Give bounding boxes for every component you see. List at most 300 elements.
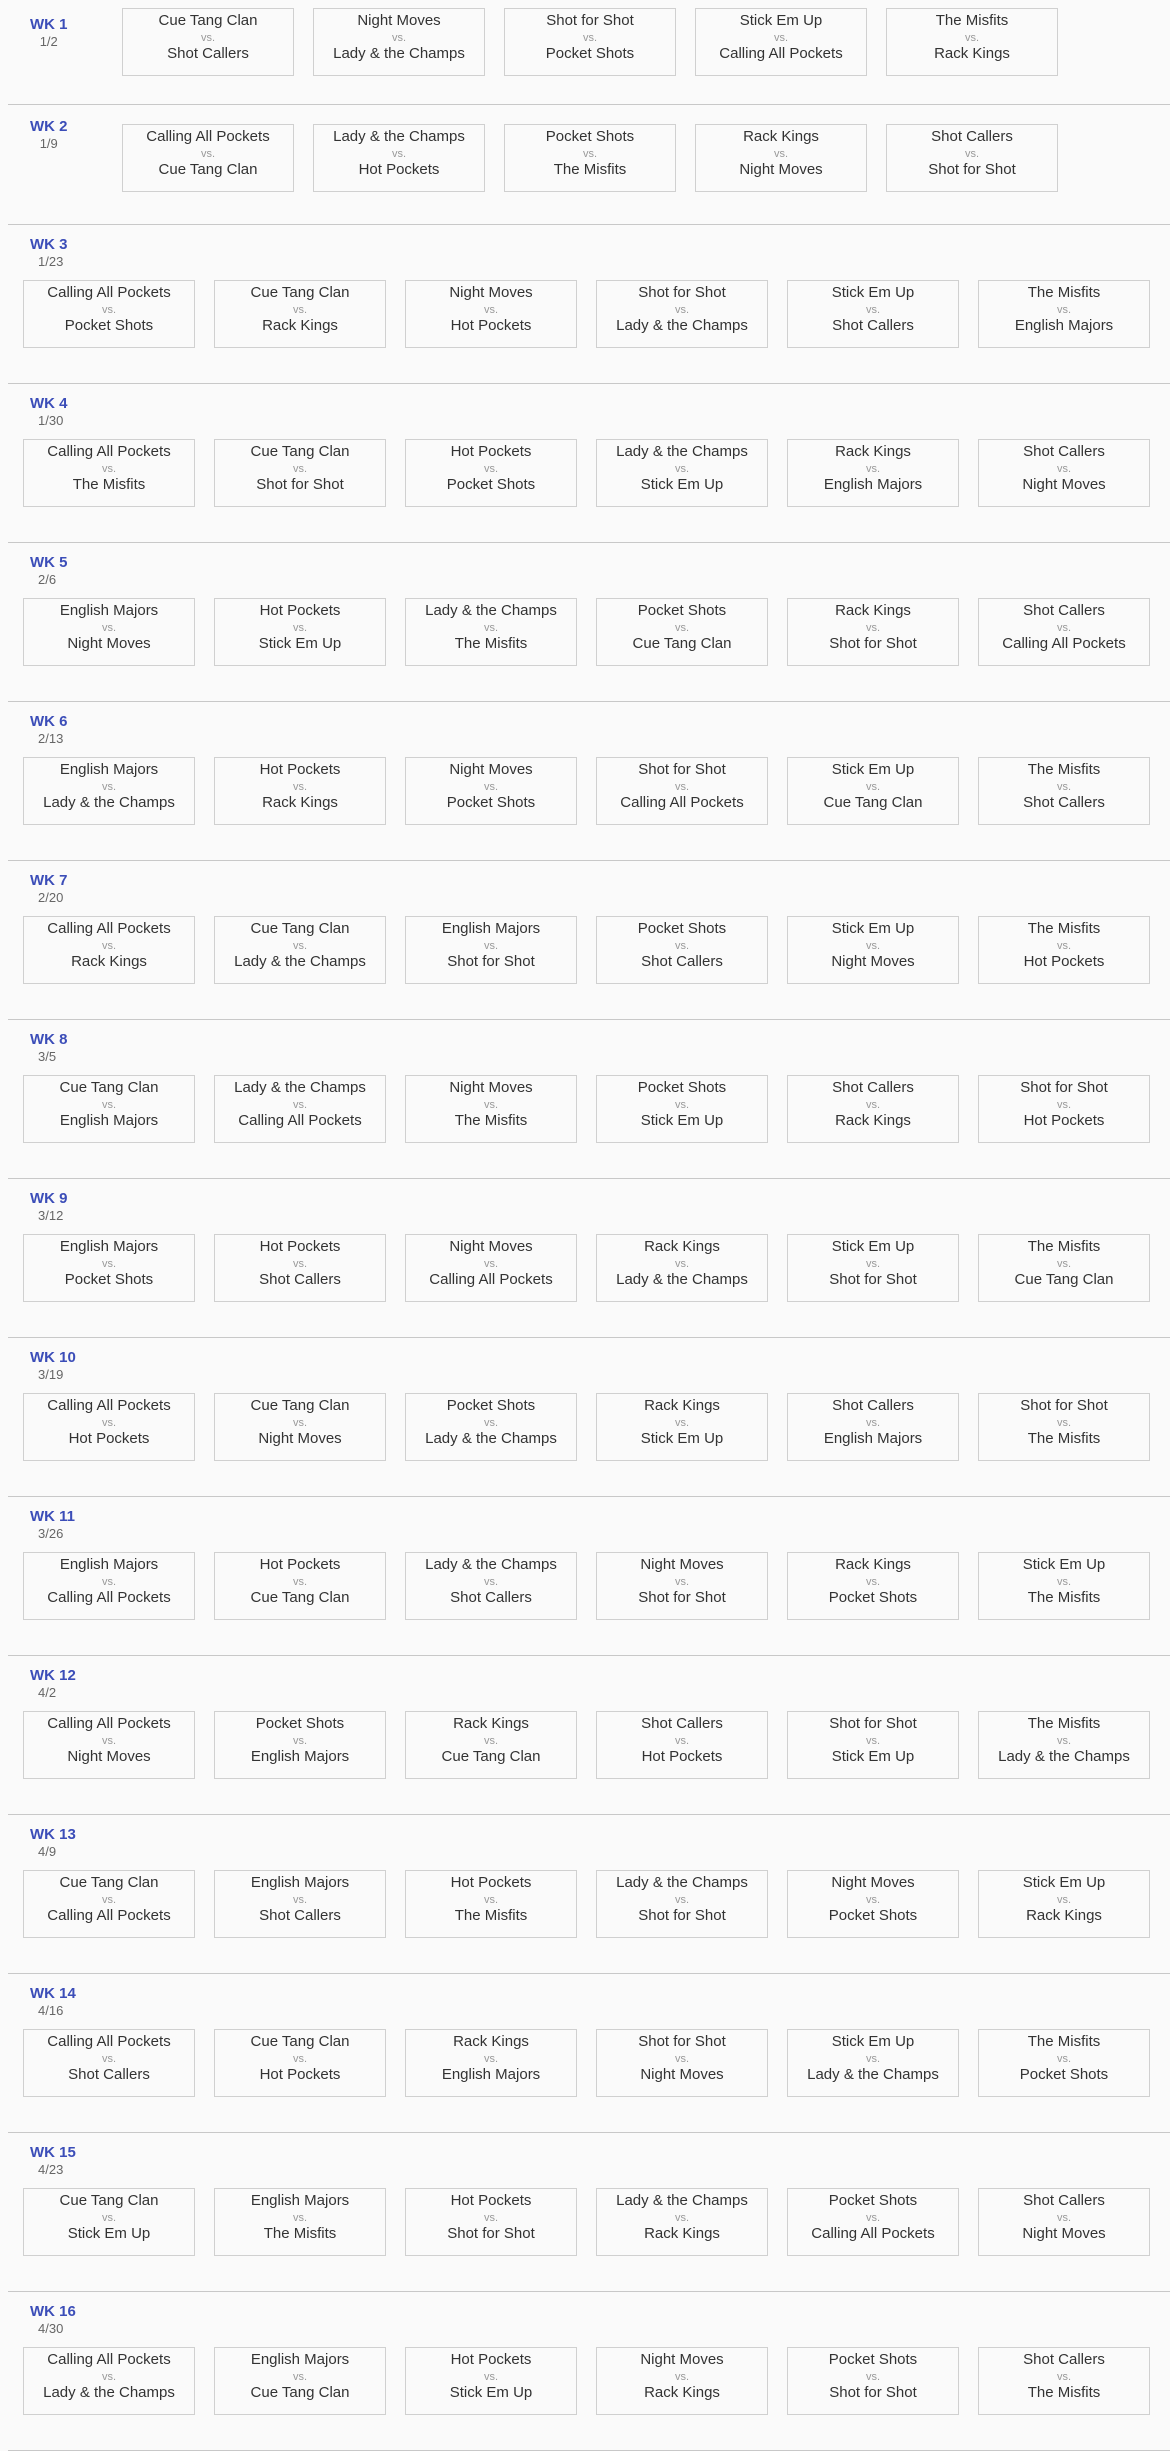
away-team: Shot Callers (832, 317, 914, 334)
home-team: English Majors (59, 1238, 159, 1255)
matchup-card[interactable] (313, 124, 485, 192)
home-team: Shot Callers (832, 1079, 914, 1096)
matchup-card[interactable] (978, 1075, 1150, 1143)
vs-label: vs. (1056, 304, 1072, 316)
matchup-card[interactable] (23, 2029, 195, 2097)
matchup-card[interactable] (405, 439, 577, 507)
home-team: English Majors (441, 920, 541, 937)
vs-label: vs. (674, 2371, 690, 2383)
matchup-card[interactable] (405, 280, 577, 348)
week-header (30, 1349, 76, 1383)
away-team: Shot for Shot (447, 953, 535, 970)
matchup-card[interactable] (405, 916, 577, 984)
away-team: Shot Callers (259, 1271, 341, 1288)
away-team: Cue Tang Clan (1014, 1271, 1114, 1288)
away-team: Lady & the Champs (616, 317, 748, 334)
matchup-card[interactable] (23, 1234, 195, 1302)
away-team: Calling All Pockets (47, 1589, 171, 1606)
away-team: Calling All Pockets (238, 1112, 362, 1129)
matchup-card[interactable] (596, 598, 768, 666)
week-header (30, 2144, 76, 2178)
vs-label: vs. (674, 1735, 690, 1747)
week-date: 3/26 (38, 1526, 64, 1541)
home-team: English Majors (250, 2192, 350, 2209)
away-team: Calling All Pockets (620, 794, 744, 811)
matchup-card[interactable] (405, 1552, 577, 1620)
home-team: Hot Pockets (450, 2351, 532, 2368)
week-date: 4/16 (38, 2003, 64, 2018)
vs-label: vs. (292, 1099, 308, 1111)
home-team: Lady & the Champs (425, 1556, 557, 1573)
matchup-card[interactable] (214, 2029, 386, 2097)
home-team: English Majors (59, 602, 159, 619)
vs-label: vs. (292, 1576, 308, 1588)
away-team: Rack Kings (1026, 1907, 1102, 1924)
vs-label: vs. (483, 1576, 499, 1588)
away-team: Lady & the Champs (998, 1748, 1130, 1765)
home-team: The Misfits (1027, 1715, 1101, 1732)
vs-label: vs. (674, 1099, 690, 1111)
matchup-card[interactable] (23, 1393, 195, 1461)
home-team: Lady & the Champs (234, 1079, 366, 1096)
matchup-card[interactable] (978, 916, 1150, 984)
vs-label: vs. (391, 148, 407, 160)
away-team: English Majors (1014, 317, 1114, 334)
matchup-card[interactable] (23, 598, 195, 666)
home-team: The Misfits (1027, 761, 1101, 778)
week-label: WK 15 (30, 2144, 76, 2161)
vs-label: vs. (483, 940, 499, 952)
away-team: Shot Callers (167, 45, 249, 62)
away-team: Night Moves (258, 1430, 342, 1447)
vs-label: vs. (1056, 2371, 1072, 2383)
away-team: Calling All Pockets (1002, 635, 1126, 652)
vs-label: vs. (292, 1417, 308, 1429)
away-team: Calling All Pockets (47, 1907, 171, 1924)
vs-label: vs. (101, 1417, 117, 1429)
matchup-card[interactable] (978, 1234, 1150, 1302)
matchup-card[interactable] (405, 1870, 577, 1938)
vs-label: vs. (865, 940, 881, 952)
vs-label: vs. (865, 1894, 881, 1906)
matchup-card[interactable] (214, 439, 386, 507)
matchup-card[interactable] (978, 2347, 1150, 2415)
vs-label: vs. (773, 148, 789, 160)
home-team: English Majors (59, 1556, 159, 1573)
home-team: Cue Tang Clan (250, 920, 350, 937)
home-team: Stick Em Up (831, 761, 915, 778)
week-date: 3/19 (38, 1367, 64, 1382)
away-team: Rack Kings (262, 794, 338, 811)
away-team: Stick Em Up (831, 1748, 915, 1765)
home-team: Night Moves (449, 284, 533, 301)
vs-label: vs. (1056, 1894, 1072, 1906)
matchup-card[interactable] (695, 8, 867, 76)
matchup-card[interactable] (214, 1711, 386, 1779)
vs-label: vs. (1056, 463, 1072, 475)
matchup-card[interactable] (787, 1234, 959, 1302)
matchup-card[interactable] (122, 8, 294, 76)
home-team: Pocket Shots (255, 1715, 345, 1732)
vs-label: vs. (292, 304, 308, 316)
home-team: Cue Tang Clan (250, 1397, 350, 1414)
matchup-card[interactable] (23, 280, 195, 348)
matchup-card[interactable] (787, 1075, 959, 1143)
vs-label: vs. (200, 148, 216, 160)
matchup-card[interactable] (214, 2347, 386, 2415)
home-team: Rack Kings (835, 602, 911, 619)
vs-label: vs. (1056, 1099, 1072, 1111)
week-header (30, 1190, 68, 1224)
matchup-card[interactable] (23, 1075, 195, 1143)
home-team: The Misfits (1027, 920, 1101, 937)
vs-label: vs. (1056, 940, 1072, 952)
vs-label: vs. (674, 1894, 690, 1906)
vs-label: vs. (101, 2212, 117, 2224)
week-date: 4/9 (38, 1844, 57, 1859)
home-team: Cue Tang Clan (250, 284, 350, 301)
matchup-card[interactable] (886, 8, 1058, 76)
home-team: Stick Em Up (831, 1238, 915, 1255)
home-team: Shot Callers (832, 1397, 914, 1414)
away-team: Rack Kings (644, 2384, 720, 2401)
away-team: Hot Pockets (1023, 953, 1105, 970)
vs-label: vs. (292, 622, 308, 634)
matchup-card[interactable] (596, 2347, 768, 2415)
matchup-card[interactable] (978, 1711, 1150, 1779)
matchup-card[interactable] (214, 1552, 386, 1620)
home-team: Calling All Pockets (47, 284, 171, 301)
home-team: Night Moves (449, 761, 533, 778)
home-team: Hot Pockets (259, 1556, 341, 1573)
home-team: Shot Callers (1023, 443, 1105, 460)
home-team: Pocket Shots (446, 1397, 536, 1414)
matchup-card[interactable] (405, 1234, 577, 1302)
away-team: Shot for Shot (447, 2225, 535, 2242)
matchup-card[interactable] (214, 1075, 386, 1143)
vs-label: vs. (292, 463, 308, 475)
matchup-card[interactable] (214, 1870, 386, 1938)
matchup-card[interactable] (787, 280, 959, 348)
matchup-card[interactable] (695, 124, 867, 192)
matchup-card[interactable] (596, 2029, 768, 2097)
home-team: Cue Tang Clan (250, 443, 350, 460)
vs-label: vs. (483, 1735, 499, 1747)
vs-label: vs. (1056, 622, 1072, 634)
matchup-card[interactable] (405, 2188, 577, 2256)
vs-label: vs. (865, 1258, 881, 1270)
away-team: Pocket Shots (446, 476, 536, 493)
week-label: WK 6 (30, 713, 68, 730)
matchup-card[interactable] (978, 439, 1150, 507)
away-team: Lady & the Champs (333, 45, 465, 62)
away-team: The Misfits (72, 476, 146, 493)
home-team: Night Moves (640, 1556, 724, 1573)
away-team: Lady & the Champs (807, 2066, 939, 2083)
matchup-card[interactable] (787, 2188, 959, 2256)
matchup-card[interactable] (978, 2188, 1150, 2256)
vs-label: vs. (101, 1576, 117, 1588)
away-team: Night Moves (831, 953, 915, 970)
matchup-card[interactable] (787, 1870, 959, 1938)
away-team: The Misfits (1027, 1589, 1101, 1606)
matchup-card[interactable] (596, 439, 768, 507)
matchup-card[interactable] (405, 598, 577, 666)
vs-label: vs. (292, 2371, 308, 2383)
away-team: Shot Callers (259, 1907, 341, 1924)
week-header (30, 1031, 68, 1065)
matchup-card[interactable] (596, 1870, 768, 1938)
week-header (30, 395, 68, 429)
home-team: Shot for Shot (546, 12, 634, 29)
away-team: The Misfits (454, 635, 528, 652)
home-team: Stick Em Up (739, 12, 823, 29)
week-section (8, 1178, 1170, 1338)
week-section (8, 2291, 1170, 2451)
vs-label: vs. (1056, 2053, 1072, 2065)
matchup-card[interactable] (23, 2188, 195, 2256)
matchup-card[interactable] (596, 916, 768, 984)
away-team: Calling All Pockets (811, 2225, 935, 2242)
week-date: 1/30 (38, 413, 64, 428)
home-team: Night Moves (640, 2351, 724, 2368)
home-team: Calling All Pockets (47, 1715, 171, 1732)
week-header (30, 1508, 75, 1542)
week-date: 1/23 (38, 254, 64, 269)
vs-label: vs. (292, 2053, 308, 2065)
matchup-card[interactable] (23, 2347, 195, 2415)
matchup-card[interactable] (405, 1711, 577, 1779)
matchup-card[interactable] (214, 2188, 386, 2256)
away-team: Hot Pockets (259, 2066, 341, 2083)
home-team: Calling All Pockets (47, 1397, 171, 1414)
home-team: Hot Pockets (450, 1874, 532, 1891)
vs-label: vs. (1056, 781, 1072, 793)
home-team: Stick Em Up (831, 284, 915, 301)
matchup-card[interactable] (214, 280, 386, 348)
week-date: 3/5 (38, 1049, 57, 1064)
matchup-card[interactable] (787, 757, 959, 825)
home-team: The Misfits (1027, 2033, 1101, 2050)
away-team: Hot Pockets (1023, 1112, 1105, 1129)
matchup-card[interactable] (504, 124, 676, 192)
vs-label: vs. (865, 2212, 881, 2224)
week-date: 2/20 (38, 890, 64, 905)
home-team: Shot for Shot (1020, 1079, 1108, 1096)
matchup-card[interactable] (787, 598, 959, 666)
home-team: Hot Pockets (259, 1238, 341, 1255)
matchup-card[interactable] (978, 757, 1150, 825)
vs-label: vs. (101, 2371, 117, 2383)
week-header (30, 16, 68, 50)
home-team: Cue Tang Clan (250, 2033, 350, 2050)
matchup-card[interactable] (787, 1393, 959, 1461)
vs-label: vs. (865, 463, 881, 475)
matchup-card[interactable] (596, 757, 768, 825)
home-team: The Misfits (1027, 1238, 1101, 1255)
home-team: Stick Em Up (831, 2033, 915, 2050)
vs-label: vs. (483, 2371, 499, 2383)
vs-label: vs. (964, 32, 980, 44)
matchup-card[interactable] (23, 1711, 195, 1779)
vs-label: vs. (1056, 2212, 1072, 2224)
vs-label: vs. (674, 1417, 690, 1429)
away-team: Shot for Shot (256, 476, 344, 493)
home-team: Cue Tang Clan (59, 1874, 159, 1891)
matchup-card[interactable] (596, 2188, 768, 2256)
matchup-card[interactable] (405, 2029, 577, 2097)
away-team: Hot Pockets (358, 161, 440, 178)
home-team: Hot Pockets (450, 2192, 532, 2209)
vs-label: vs. (292, 1894, 308, 1906)
week-label: WK 10 (30, 1349, 76, 1366)
home-team: Calling All Pockets (146, 128, 270, 145)
away-team: Pocket Shots (446, 794, 536, 811)
matchup-card[interactable] (23, 916, 195, 984)
matchup-card[interactable] (978, 1870, 1150, 1938)
away-team: The Misfits (553, 161, 627, 178)
vs-label: vs. (773, 32, 789, 44)
week-section (8, 1973, 1170, 2133)
away-team: Hot Pockets (641, 1748, 723, 1765)
home-team: Rack Kings (644, 1238, 720, 1255)
matchup-card[interactable] (596, 1711, 768, 1779)
matchup-card[interactable] (596, 1075, 768, 1143)
away-team: Hot Pockets (450, 317, 532, 334)
matchup-card[interactable] (978, 598, 1150, 666)
week-label: WK 5 (30, 554, 68, 571)
matchup-card[interactable] (978, 2029, 1150, 2097)
away-team: Stick Em Up (258, 635, 342, 652)
week-section (8, 383, 1170, 543)
week-section (8, 224, 1170, 384)
matchup-card[interactable] (978, 1393, 1150, 1461)
vs-label: vs. (101, 463, 117, 475)
matchup-card[interactable] (313, 8, 485, 76)
matchup-card[interactable] (405, 2347, 577, 2415)
away-team: Stick Em Up (67, 2225, 151, 2242)
week-header (30, 713, 68, 747)
away-team: English Majors (823, 476, 923, 493)
away-team: Pocket Shots (545, 45, 635, 62)
matchup-card[interactable] (596, 1552, 768, 1620)
vs-label: vs. (1056, 1576, 1072, 1588)
vs-label: vs. (483, 781, 499, 793)
home-team: Stick Em Up (831, 920, 915, 937)
away-team: Night Moves (640, 2066, 724, 2083)
matchup-card[interactable] (405, 757, 577, 825)
away-team: Shot for Shot (829, 2384, 917, 2401)
matchup-card[interactable] (405, 1393, 577, 1461)
matchup-card[interactable] (23, 1870, 195, 1938)
matchup-card[interactable] (787, 1711, 959, 1779)
week-section (8, 1496, 1170, 1656)
home-team: Cue Tang Clan (158, 12, 258, 29)
matchup-card[interactable] (23, 1552, 195, 1620)
home-team: Pocket Shots (828, 2192, 918, 2209)
away-team: The Misfits (263, 2225, 337, 2242)
away-team: The Misfits (454, 1907, 528, 1924)
vs-label: vs. (292, 2212, 308, 2224)
matchup-card[interactable] (787, 2029, 959, 2097)
vs-label: vs. (674, 463, 690, 475)
vs-label: vs. (865, 2053, 881, 2065)
vs-label: vs. (101, 781, 117, 793)
matchup-card[interactable] (214, 598, 386, 666)
vs-label: vs. (674, 2053, 690, 2065)
week-label: WK 16 (30, 2303, 76, 2320)
matchup-card[interactable] (596, 1234, 768, 1302)
matchup-card[interactable] (978, 1552, 1150, 1620)
home-team: Pocket Shots (637, 920, 727, 937)
home-team: The Misfits (935, 12, 1009, 29)
home-team: Rack Kings (835, 1556, 911, 1573)
away-team: The Misfits (1027, 2384, 1101, 2401)
matchup-card[interactable] (214, 1234, 386, 1302)
matchup-card[interactable] (214, 757, 386, 825)
away-team: Calling All Pockets (429, 1271, 553, 1288)
vs-label: vs. (964, 148, 980, 160)
matchup-card[interactable] (787, 1552, 959, 1620)
vs-label: vs. (1056, 1417, 1072, 1429)
matchup-card[interactable] (886, 124, 1058, 192)
vs-label: vs. (674, 781, 690, 793)
vs-label: vs. (483, 1417, 499, 1429)
home-team: Rack Kings (644, 1397, 720, 1414)
matchup-card[interactable] (787, 2347, 959, 2415)
away-team: Night Moves (1022, 476, 1106, 493)
matchup-card[interactable] (787, 439, 959, 507)
matchup-card[interactable] (787, 916, 959, 984)
vs-label: vs. (674, 622, 690, 634)
week-header (30, 1667, 76, 1701)
matchup-card[interactable] (596, 280, 768, 348)
week-header (30, 118, 68, 152)
matchup-card[interactable] (978, 280, 1150, 348)
vs-label: vs. (674, 1258, 690, 1270)
week-section (8, 1814, 1170, 1974)
away-team: Night Moves (1022, 2225, 1106, 2242)
matchup-card[interactable] (504, 8, 676, 76)
home-team: Shot for Shot (1020, 1397, 1108, 1414)
matchup-card[interactable] (214, 916, 386, 984)
matchup-card[interactable] (596, 1393, 768, 1461)
away-team: English Majors (59, 1112, 159, 1129)
vs-label: vs. (483, 1894, 499, 1906)
week-header (30, 554, 68, 588)
away-team: Pocket Shots (64, 1271, 154, 1288)
away-team: Shot for Shot (638, 1589, 726, 1606)
away-team: Stick Em Up (640, 1430, 724, 1447)
matchup-card[interactable] (405, 1075, 577, 1143)
matchup-card[interactable] (23, 439, 195, 507)
vs-label: vs. (865, 622, 881, 634)
home-team: Shot for Shot (638, 2033, 726, 2050)
away-team: Cue Tang Clan (823, 794, 923, 811)
away-team: Rack Kings (262, 317, 338, 334)
matchup-card[interactable] (122, 124, 294, 192)
vs-label: vs. (865, 1099, 881, 1111)
matchup-card[interactable] (214, 1393, 386, 1461)
home-team: Shot for Shot (638, 761, 726, 778)
matchup-card[interactable] (23, 757, 195, 825)
vs-label: vs. (582, 148, 598, 160)
week-label: WK 1 (30, 16, 68, 33)
week-label: WK 4 (30, 395, 68, 412)
away-team: English Majors (441, 2066, 541, 2083)
vs-label: vs. (101, 1099, 117, 1111)
vs-label: vs. (391, 32, 407, 44)
